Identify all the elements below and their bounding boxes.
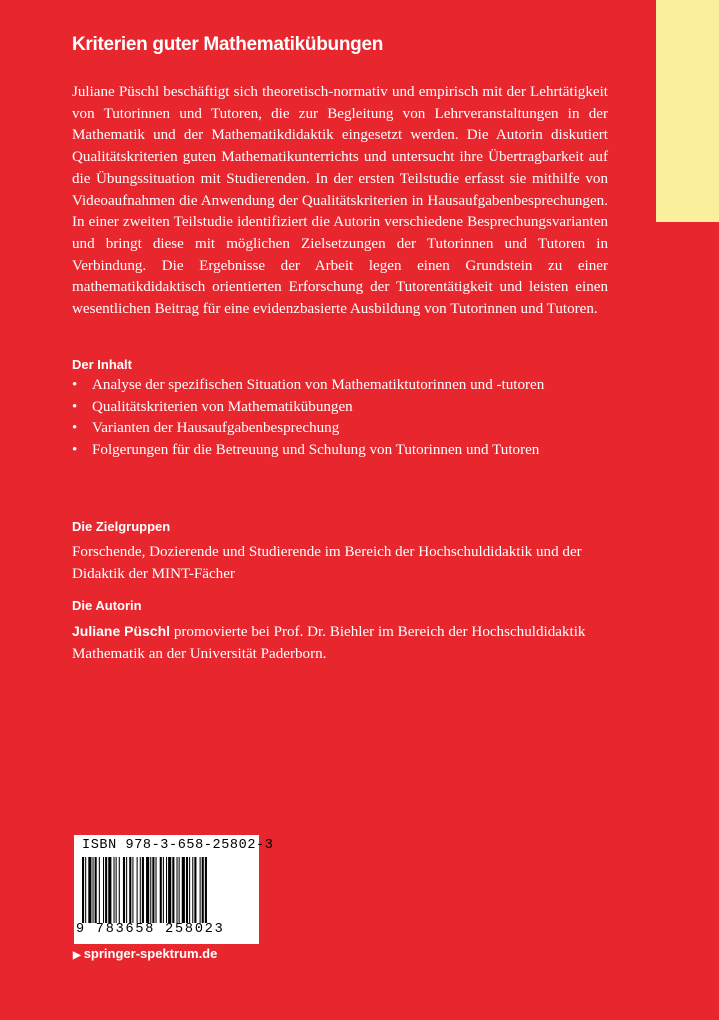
barcode-bar bbox=[166, 857, 167, 923]
barcode-bar bbox=[108, 857, 111, 923]
barcode-bar bbox=[192, 857, 193, 923]
heading-zielgruppen: Die Zielgruppen bbox=[72, 519, 171, 534]
barcode-bar bbox=[119, 857, 120, 923]
barcode-bar bbox=[99, 857, 100, 923]
intro-paragraph: Juliane Püschl beschäftigt sich theoretisch-normativ und empirisch mit der Lehrtätigkeit von Tutorinnen und Tutoren, die zur Begleitung von Lehrveranstaltungen in der Mathematik und der Mathematikdidaktik eingesetzt werden. Die Autorin diskutiert Qualitätskriterien guten Mathematikunterrichts und untersucht ihre Übertragbarkeit auf die Übungssituation mit Studierenden. In der ersten Teilstudie erfasst sie mithilfe von Videoaufnahmen die Anwendung der Qualitätskriterien in Hausaufgabenbesprechungen. In einer zweiten Teilstudie identifiziert die Autorin verschiedene Besprechungsvarianten und bringt diese mit möglichen Zielsetzungen der Tutorinnen und Tutoren in Verbindung. Die Ergebnisse der Arbeit legen einen Grundstein zu einer mathematikdidaktisch orientierten Erforschung der Tutorentätigkeit und leisten einen wesentlichen Beitrag für eine evidenzbasierte Ausbildung von Tutorinnen und Tutoren. bbox=[72, 84, 608, 318]
author-bio: promovierte bei Prof. Dr. Biehler im Bereich der Hochschuldidaktik Mathematik an der Universität Paderborn. bbox=[72, 624, 586, 662]
barcode-bar bbox=[103, 857, 104, 923]
bullet-icon: • bbox=[72, 420, 78, 437]
barcode-bar bbox=[132, 857, 133, 923]
barcode-bar bbox=[202, 857, 204, 923]
barcode-bar bbox=[114, 857, 115, 923]
barcode-bar bbox=[82, 857, 84, 923]
barcode-bar bbox=[156, 857, 157, 923]
website-url: springer-spektrum.de bbox=[83, 946, 218, 961]
list-item: • Varianten der Hausaufgabenbesprechung bbox=[72, 418, 608, 440]
barcode-bar bbox=[146, 857, 149, 923]
author-name: Juliane Püschl bbox=[72, 623, 171, 639]
barcode-bar bbox=[205, 857, 207, 923]
website-link[interactable] bbox=[73, 946, 217, 961]
barcode-bar bbox=[140, 857, 141, 923]
zielgruppen-text: Forschende, Dozierende und Studierende im Bereich der Hochschuldidaktik und der Didaktik der MINT-Fächer bbox=[72, 544, 582, 582]
barcode-bar bbox=[105, 857, 107, 923]
barcode-bar bbox=[93, 857, 94, 923]
barcode-bar bbox=[152, 857, 154, 923]
barcode-bar bbox=[85, 857, 86, 923]
barcode-bar bbox=[163, 857, 164, 923]
barcode-bar bbox=[137, 857, 138, 923]
isbn-barcode bbox=[74, 835, 274, 944]
barcode-bar bbox=[194, 857, 196, 923]
barcode-bar bbox=[177, 857, 178, 923]
barcode-bar bbox=[189, 857, 190, 923]
list-item: • Qualitätskriterien von Mathematikübungen bbox=[72, 397, 608, 419]
bullet-icon: • bbox=[72, 377, 78, 393]
barcode-bar bbox=[150, 857, 151, 923]
barcode-bar bbox=[123, 857, 125, 923]
barcode-bar bbox=[168, 857, 171, 923]
barcode-bar bbox=[179, 857, 180, 923]
barcode-bar bbox=[126, 857, 127, 923]
bullet-icon: • bbox=[72, 398, 78, 415]
barcode-bar bbox=[172, 857, 174, 923]
bullet-icon: • bbox=[72, 442, 78, 459]
barcode-bar bbox=[88, 857, 91, 923]
book-title: Kriterien guter Mathematikübungen bbox=[72, 34, 384, 55]
heading-autorin: Die Autorin bbox=[72, 598, 142, 613]
autorin-text bbox=[72, 621, 608, 665]
barcode-bars bbox=[82, 857, 252, 927]
barcode-bar bbox=[160, 857, 162, 923]
arrow-right-icon: ▶ bbox=[73, 950, 81, 961]
barcode-bar bbox=[142, 857, 144, 923]
list-item: • Analyse der spezifischen Situation von Mathematiktutorinnen und -tutoren bbox=[72, 375, 608, 397]
heading-inhalt: Der Inhalt bbox=[72, 357, 132, 372]
barcode-bar bbox=[186, 857, 188, 923]
barcode-bar bbox=[95, 857, 97, 923]
barcode-bar bbox=[129, 857, 131, 923]
barcode-digits: 9 783658 258023 bbox=[76, 922, 225, 937]
barcode-bar bbox=[182, 857, 185, 923]
list-item: • Folgerungen für die Betreuung und Schulung von Tutorinnen und Tutoren bbox=[72, 440, 608, 462]
barcode-bar bbox=[200, 857, 201, 923]
yellow-corner-tab bbox=[656, 0, 719, 222]
content-list bbox=[72, 375, 608, 462]
barcode-bar bbox=[116, 857, 117, 923]
isbn-label: ISBN 978-3-658-25802-3 bbox=[82, 838, 274, 853]
